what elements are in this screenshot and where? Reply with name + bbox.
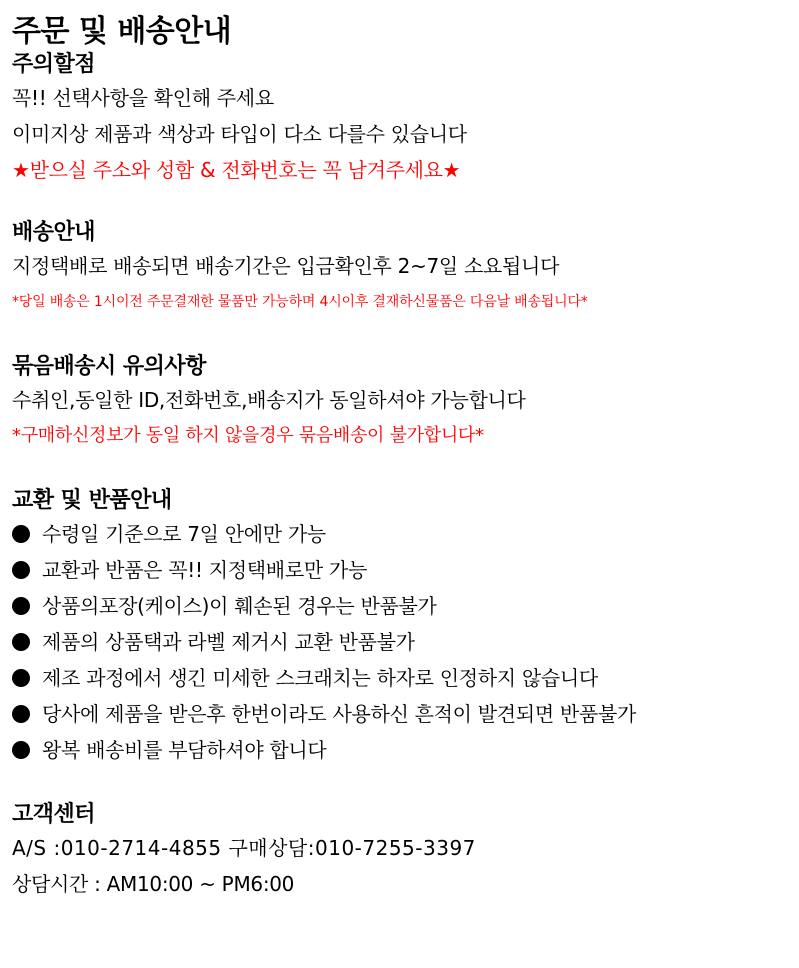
shipping-section: [12, 218, 792, 320]
list-item-text: 당사에 제품을 받은후 한번이라도 사용하신 흔적이 발견되면 반품불가: [42, 702, 636, 726]
list-item: [12, 552, 792, 588]
list-item: [12, 516, 792, 552]
list-item: [12, 732, 792, 768]
list-item-text: 수령일 기준으로 7일 안에만 가능: [42, 522, 326, 546]
section-spacer: [12, 188, 792, 218]
caution-section: [12, 50, 792, 188]
section-spacer: [12, 768, 792, 800]
list-item: [12, 588, 792, 624]
support-contact: A/S :010-2714-4855 구매상담:010-7255-3397: [12, 836, 476, 860]
section-spacer: [12, 454, 792, 486]
shipping-note: *당일 배송은 1시이전 주문결재한 물품만 가능하며 4시이후 결재하신물품은 다음날 배송됩니다*: [12, 294, 588, 310]
black-circle-icon: [12, 669, 30, 687]
caution-line-2: 이미지상 제품과 색상과 타입이 다소 다를수 있습니다: [12, 122, 467, 146]
bundle-note: *구매하신정보가 동일 하지 않을경우 묶음배송이 불가합니다*: [12, 425, 484, 446]
list-item-text: 제품의 상품택과 라벨 제거시 교환 반품불가: [42, 630, 415, 654]
support-hours: 상담시간 : AM10:00 ~ PM6:00: [12, 872, 295, 896]
exchange-list: [12, 516, 792, 768]
list-item-text: 상품의포장(케이스)이 훼손된 경우는 반품불가: [42, 594, 437, 618]
exchange-heading: 교환 및 반품안내: [12, 488, 172, 513]
shipping-heading: 배송안내: [12, 220, 96, 245]
list-item: [12, 624, 792, 660]
bundle-heading: 묶음배송시 유의사항: [12, 354, 206, 379]
bundle-line: 수취인,동일한 ID,전화번호,배송지가 동일하셔야 가능합니다: [12, 388, 526, 412]
order-shipping-guide: [12, 14, 792, 902]
caution-heading: 주의할점: [12, 52, 96, 77]
list-item: [12, 660, 792, 696]
black-circle-icon: [12, 633, 30, 651]
black-circle-icon: [12, 741, 30, 759]
caution-line-1: 꼭!! 선택사항을 확인해 주세요: [12, 86, 274, 110]
list-item: [12, 696, 792, 732]
shipping-line: 지정택배로 배송되면 배송기간은 입금확인후 2~7일 소요됩니다: [12, 254, 560, 278]
list-item-text: 제조 과정에서 생긴 미세한 스크래치는 하자로 인정하지 않습니다: [42, 666, 598, 690]
exchange-section: [12, 486, 792, 768]
black-circle-icon: [12, 561, 30, 579]
page-title: 주문 및 배송안내: [12, 14, 232, 49]
support-section: [12, 800, 792, 902]
black-circle-icon: [12, 705, 30, 723]
black-circle-icon: [12, 597, 30, 615]
section-spacer: [12, 320, 792, 352]
bundle-section: [12, 352, 792, 454]
caution-highlight: ★받으실 주소와 성함 & 전화번호는 꼭 남겨주세요★: [12, 158, 461, 182]
list-item-text: 교환과 반품은 꼭!! 지정택배로만 가능: [42, 558, 367, 582]
support-heading: 고객센터: [12, 802, 96, 827]
list-item-text: 왕복 배송비를 부담하셔야 합니다: [42, 738, 327, 762]
black-circle-icon: [12, 525, 30, 543]
